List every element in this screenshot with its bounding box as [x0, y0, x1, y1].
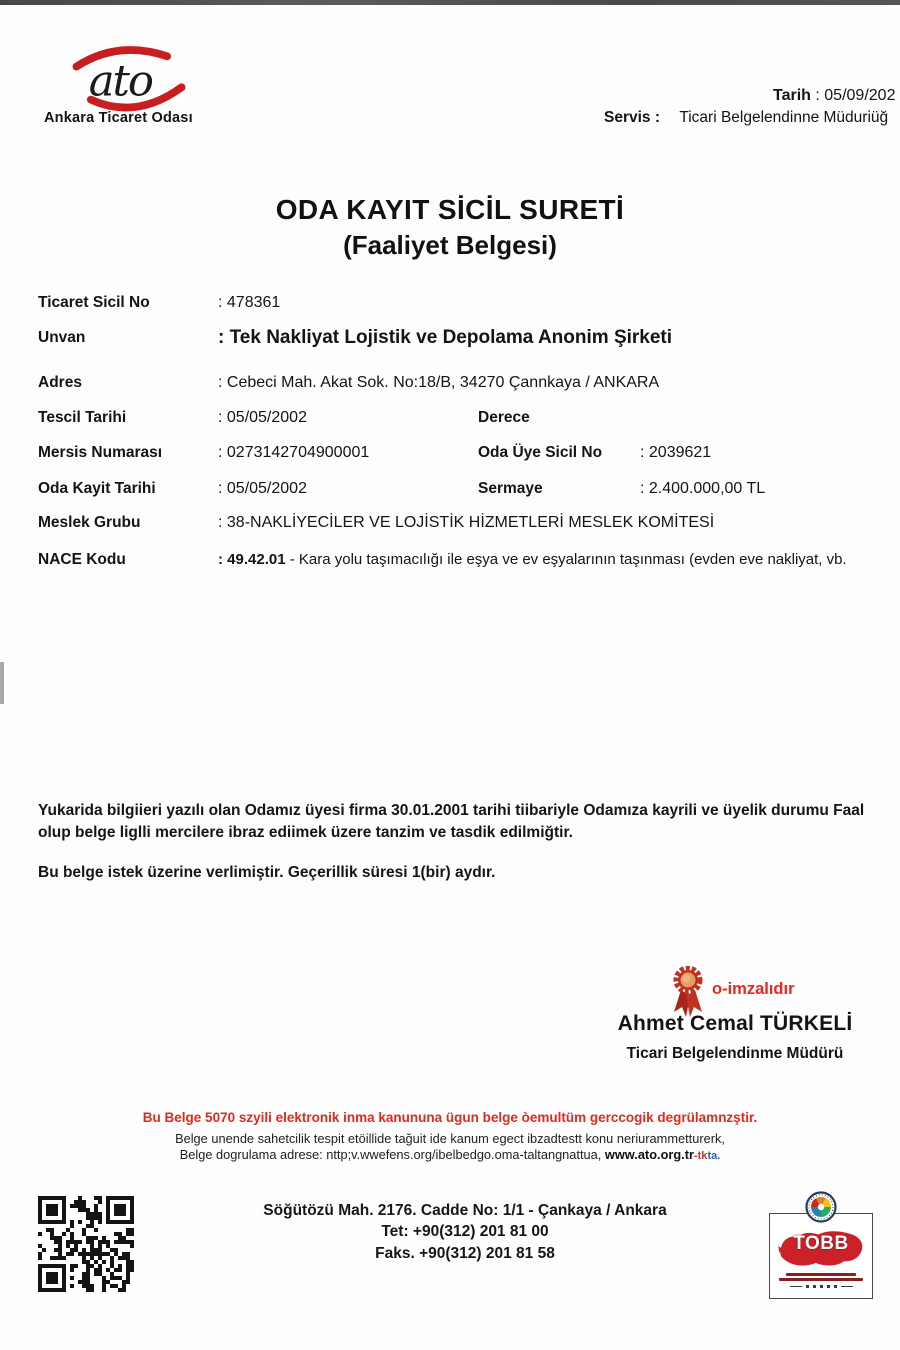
- field-row-oda-kayit-tarihi: [38, 480, 900, 502]
- statement-paragraph: Yukarida bilgiieri yazılı olan Odamız üyesi firma 30.01.2001 tarihi tiibariyle Odamıza kayrili ve üyelik durumu Faal olup belge liglli mercilere ibraz ediimek üzere tanzim ve tasdik edilmiğtir.: [38, 802, 865, 841]
- nace-description: - Kara yolu taşımacılığı ile eşya ve ev eşyalarının taşınması (evden eve nakliyat, vb.: [285, 551, 847, 568]
- legal-line-1: Bu Belge 5070 szyili elektronik inma kanununa ügun belge òemultüm gerccogik degrülamnzştir.: [142, 1110, 758, 1125]
- field-value: [218, 551, 847, 568]
- field-row-adres: [38, 374, 900, 396]
- document-title: [0, 194, 900, 261]
- field-row-unvan: [38, 329, 900, 351]
- field-label: Meslek Grubu: [38, 514, 141, 531]
- field-value-sermaye: : 2.400.000,00 TL: [640, 480, 766, 497]
- field-label-oda-uye-sicil: Oda Üye Sicil No: [478, 444, 603, 461]
- tobb-small-text: [766, 1273, 876, 1281]
- title-line1: ODA KAYIT SİCİL SURETİ: [275, 194, 625, 225]
- date-line: [773, 87, 895, 105]
- field-label: Adres: [38, 374, 82, 391]
- footer-fax: Faks. +90(312) 201 81 58: [375, 1244, 555, 1262]
- scan-edge-artifact: [0, 662, 4, 704]
- field-row-mersis: [38, 444, 900, 466]
- field-label: Unvan: [38, 329, 86, 346]
- date-value: : 05/09/202: [815, 87, 896, 104]
- ato-url: www.ato.org.tr: [604, 1147, 694, 1162]
- field-label-sermaye: Sermaye: [478, 480, 543, 497]
- field-row-meslek-grubu: [38, 514, 900, 536]
- e-signature-note: o-imzalıdır: [712, 980, 795, 998]
- field-value: : 38-NAKLİYECİLER VE LOJİSTİK HİZMETLERİ MESLEK KOMİTESİ: [218, 514, 715, 531]
- field-label: NACE Kodu: [38, 551, 126, 568]
- ato-logo-icon: [68, 46, 190, 112]
- scan-top-bar: [0, 0, 900, 5]
- field-value: : 05/05/2002: [218, 480, 307, 497]
- ato-logo-text: ato: [88, 56, 152, 107]
- field-value: : 05/05/2002: [218, 409, 307, 426]
- field-row-tescil-tarihi: [38, 409, 900, 431]
- department-line: [604, 109, 888, 127]
- title-line2: (Faaliyet Belgesi): [343, 230, 557, 260]
- legal-line-3: [0, 1147, 900, 1162]
- signatory-title: Ticari Belgelendinme Müdürü: [626, 1045, 844, 1062]
- date-label: Tarih: [773, 87, 811, 104]
- tobb-wordmark: TOBB: [793, 1233, 849, 1254]
- field-value: : Tek Nakliyat Lojistik ve Depolama Anonim Şirketi: [218, 327, 673, 348]
- footer-phone: Tet: +90(312) 201 81 00: [381, 1223, 549, 1241]
- field-label: Tescil Tarihi: [38, 409, 127, 426]
- signatory-name: Ahmet Cemal TÜRKELİ: [617, 1012, 853, 1035]
- tobb-emblem-icon: [805, 1191, 837, 1223]
- field-label-derece: Derece: [478, 409, 530, 426]
- org-name: Ankara Ticaret Odası: [44, 110, 193, 126]
- department-label: Servis :: [604, 109, 661, 126]
- field-value-oda-uye-sicil: : 2039621: [640, 444, 712, 461]
- validity-paragraph: Bu belge istek üzerine verlimiştir. Geçerillik süresi 1(bir) aydır.: [38, 864, 496, 881]
- url-suffix: ta.: [707, 1150, 721, 1162]
- field-value: : 478361: [218, 294, 281, 311]
- verification-text: Belge dogrulama adrese: nttp;v.wwefens.org/ibelbedgo.oma-taltangnattua,: [179, 1147, 605, 1162]
- ribbon-seal-icon: [670, 966, 706, 1018]
- field-label: Ticaret Sicil No: [38, 294, 150, 311]
- field-value: : Cebeci Mah. Akat Sok. No:18/B, 34270 Çannkaya / ANKARA: [218, 374, 660, 391]
- url-suffix: -tk: [693, 1150, 708, 1162]
- field-value: : 0273142704900001: [218, 444, 370, 461]
- field-label: Oda Kayit Tarihi: [38, 480, 156, 497]
- field-row-nace-kodu: [38, 551, 900, 573]
- tobb-logo: [766, 1191, 876, 1299]
- department-value: Ticari Belgelendinne Müduriüğ: [679, 109, 889, 126]
- legal-line-2: Belge unende sahetcilik tespit etöillide tağuit ide kanum egect ibzadtestt konu neriurammetturerk,: [175, 1131, 725, 1146]
- nace-code: : 49.42.01: [218, 551, 286, 568]
- field-label: Mersis Numarası: [38, 444, 163, 461]
- footer-address: Söğütözü Mah. 2176. Cadde No: 1/1 - Çankaya / Ankara: [263, 1202, 667, 1219]
- field-row-ticaret-sicil-no: [38, 294, 900, 316]
- tobb-dotted-row: [766, 1285, 876, 1288]
